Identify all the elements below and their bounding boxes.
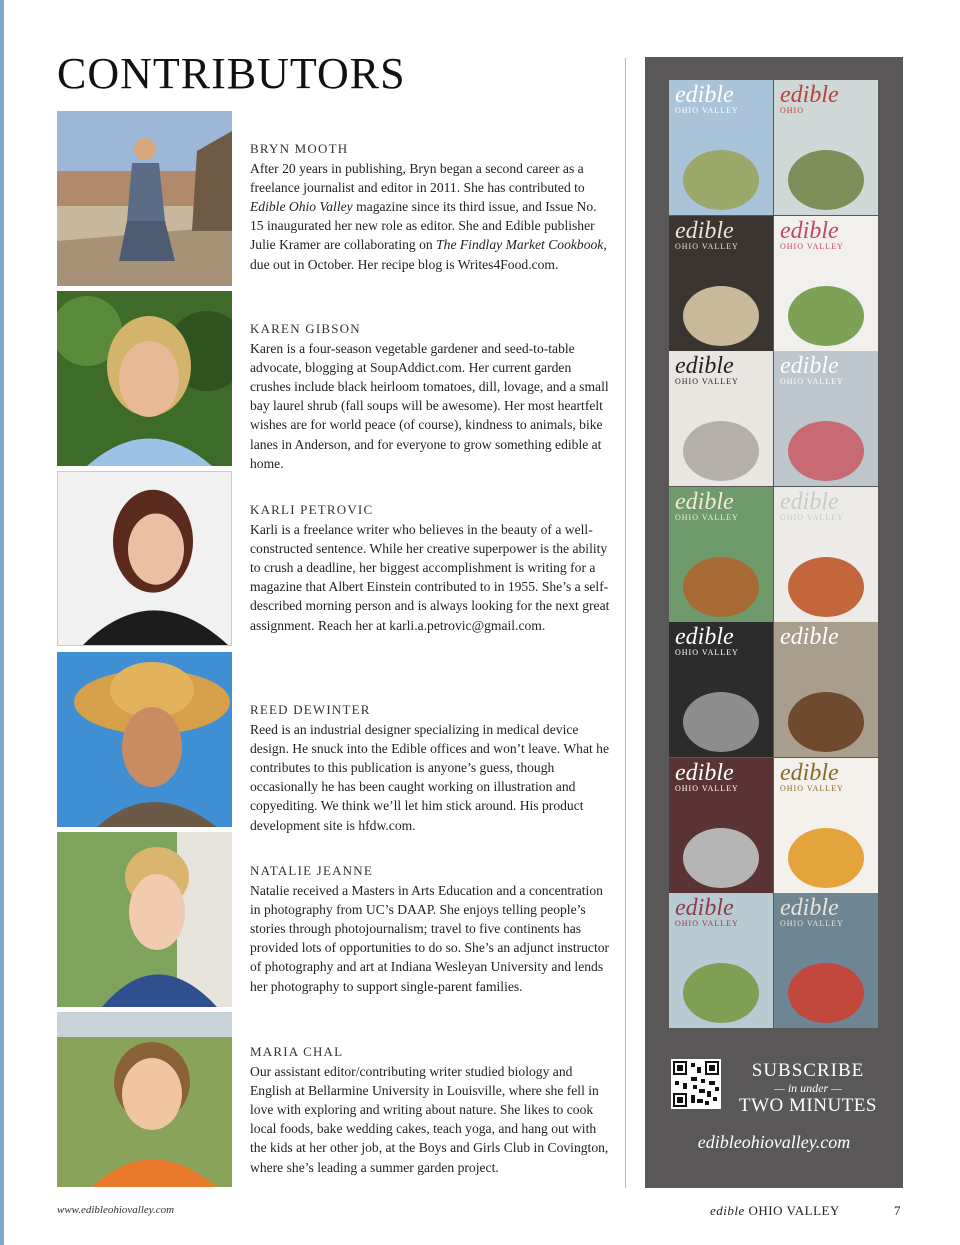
cover-masthead: edible OHIO VALLEY (780, 217, 844, 251)
cover-masthead: edible OHIO VALLEY (675, 895, 739, 928)
subscribe-text[interactable] (733, 1060, 883, 1116)
bio-karli-petrovic (250, 500, 610, 635)
magazine-cover (774, 80, 878, 215)
photo-reed-dewinter (57, 652, 232, 827)
cover-masthead: edible OHIO VALLEY (780, 759, 844, 793)
contributor-bio: Natalie received a Masters in Arts Education and a concentration in photography from UC’s DAAP. She enjoys telling people’s stories through photojournalism; travel to five continents has provided lots of opportunities to do so. She’s an adjunct instructor of photography and art at Indiana Wesleyan University and lends her photography to support single-parent families. (250, 883, 610, 994)
contributor-bio: Karen is a four-season vegetable gardener and seed-to-table advocate, blogging at SoupAddict.com. Her current garden crushes include black heirloom tomatoes, dill, lovage, and a small bay laurel shrub (fall soups will be awesome). Her most heartfelt wishes are for world peace (of course), kindness to animals, bike lanes in Anderson, and for everyone to grow something edible at home. (250, 341, 609, 471)
contributor-name: KARLI PETROVIC (250, 502, 374, 517)
magazine-cover (774, 758, 878, 893)
magazine-cover (669, 487, 773, 622)
footer-brand: edible OHIO VALLEY (710, 1203, 840, 1218)
magazine-cover (669, 893, 773, 1028)
cover-masthead: edible OHIO VALLEY (675, 82, 739, 115)
subscribe-sidebar (645, 57, 903, 1188)
cover-masthead: edible OHIO VALLEY (780, 353, 844, 386)
page-number: 7 (894, 1203, 901, 1218)
photo-natalie-jeanne (57, 832, 232, 1007)
contributor-name: NATALIE JEANNE (250, 863, 373, 878)
cover-masthead: edible OHIO VALLEY (675, 353, 739, 386)
magazine-cover (774, 893, 878, 1028)
cover-masthead: edible OHIO (780, 82, 839, 115)
magazine-cover (669, 351, 773, 486)
page-title: CONTRIBUTORS (57, 49, 406, 98)
magazine-cover (669, 80, 773, 215)
bio-reed-dewinter (250, 700, 610, 835)
contributor-bio: After 20 years in publishing, Bryn began a second career as a freelance journalist and editor in 2011. She has contributed to Edible Ohio Valley magazine since its third issue, and Issue No. 15 inaugurated her new role as editor. She and Edible publisher Julie Kramer are collaborating on The Findlay Market Cookbook, due out in October. Her recipe blog is Writes4Food.com. (250, 161, 607, 272)
contributor-name: KAREN GIBSON (250, 321, 361, 336)
photo-karli-petrovic (57, 471, 232, 646)
contributor-bio: Our assistant editor/contributing writer studied biology and English at Bellarmine University in Louisville, where she fell in love with exploring and writing about nature. She likes to cook local foods, bake wedding cakes, teach yoga, and hang out with the kids at her other job, at the Boys and Girls Club in Covington, where she’s leading a summer garden project. (250, 1064, 609, 1175)
page-edge-stripe (0, 0, 4, 1245)
contributor-bio: Reed is an industrial designer specializing in medical device design. He snuck into the Edible offices and won’t leave. What he contributes to this publication is anyone’s guess, though occasionally he has been caught working on illustration and copyediting. We think we’ll let him stick around. His product development site is hfdw.com. (250, 722, 610, 833)
photo-bryn-mooth (57, 111, 232, 286)
subscribe-line: TWO MINUTES (739, 1095, 877, 1116)
contributor-name: REED DEWINTER (250, 702, 371, 717)
cover-masthead: edible OHIO VALLEY (675, 217, 739, 251)
bio-maria-chal (250, 1042, 610, 1177)
magazine-cover (774, 622, 878, 757)
magazine-cover (774, 351, 878, 486)
photo-karen-gibson (57, 291, 232, 466)
qr-code-icon[interactable] (671, 1059, 721, 1109)
magazine-cover (774, 216, 878, 351)
cover-masthead: edible (780, 624, 839, 650)
cover-masthead: edible OHIO VALLEY (675, 624, 739, 657)
contributor-name: MARIA CHAL (250, 1044, 344, 1059)
magazine-cover (669, 622, 773, 757)
cover-masthead: edible OHIO VALLEY (675, 759, 739, 793)
column-divider (625, 58, 626, 1188)
subscribe-line: — in under — (774, 1081, 842, 1095)
photo-maria-chal (57, 1012, 232, 1187)
cover-masthead: edible OHIO VALLEY (675, 488, 739, 522)
cover-masthead: edible OHIO VALLEY (780, 488, 844, 522)
bio-bryn-mooth (250, 139, 610, 274)
subscribe-line: SUBSCRIBE (751, 1060, 865, 1081)
magazine-cover (669, 758, 773, 893)
footer-url[interactable]: www.edibleohiovalley.com (57, 1204, 175, 1216)
contributor-name: BRYN MOOTH (250, 141, 349, 156)
bio-natalie-jeanne (250, 861, 610, 996)
magazine-cover (774, 487, 878, 622)
magazine-cover (669, 216, 773, 351)
bio-karen-gibson (250, 319, 610, 473)
cover-masthead: edible OHIO VALLEY (780, 895, 844, 928)
contributor-bio: Karli is a freelance writer who believes in the beauty of a well-constructed sentence. While her creative superpower is the ability to crush a deadline, her biggest accomplishment is writing for a magazine that Albert Einstein contributed to in 1955. She’s a self-described morning person and is always looking for the next great assignment. Reach her at karli.a.petrovic@gmail.com. (250, 522, 610, 633)
website-link[interactable]: edibleohiovalley.com (697, 1132, 851, 1152)
